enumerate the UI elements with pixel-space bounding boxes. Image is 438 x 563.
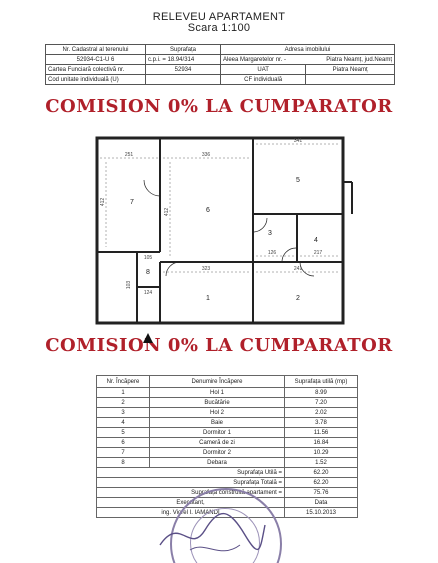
commission-banner-bottom: COMISION 0% LA CUMPARATOR	[45, 335, 393, 356]
dimension-label: 124	[143, 290, 153, 296]
room-area: 1.52	[285, 458, 358, 468]
table-row	[97, 428, 358, 438]
dimension-label: 105	[143, 255, 153, 261]
header-cell: Piatra Neamț, jud.Neamț	[306, 55, 395, 65]
column-header: Suprafața utilă (mp)	[285, 376, 358, 388]
floor-plan	[0, 122, 438, 337]
room-name: Dormitor 2	[150, 448, 285, 458]
room-label: 6	[206, 207, 210, 214]
room-number: 1	[97, 388, 150, 398]
header-row	[46, 45, 395, 55]
table-row	[97, 418, 358, 428]
room-area: 10.29	[285, 448, 358, 458]
room-area: 3.78	[285, 418, 358, 428]
table-header-row	[97, 376, 358, 388]
room-label: 1	[206, 295, 210, 302]
room-name: Baie	[150, 418, 285, 428]
room-name: Debara	[150, 458, 285, 468]
header-cell: UAT	[221, 65, 306, 75]
room-area: 8.99	[285, 388, 358, 398]
room-area: 11.56	[285, 428, 358, 438]
total-row	[97, 468, 358, 478]
header-cell: 52934-C1-U 6	[46, 55, 146, 65]
signature	[150, 505, 270, 563]
room-area: 16.84	[285, 438, 358, 448]
room-number: 8	[97, 458, 150, 468]
room-number: 6	[97, 438, 150, 448]
header-cell: 52934	[146, 65, 221, 75]
dimension-label: 217	[313, 250, 323, 256]
door-arc	[144, 180, 160, 196]
table-row	[97, 388, 358, 398]
room-label: 3	[268, 230, 272, 237]
room-name: Dormitor 1	[150, 428, 285, 438]
table-row	[97, 458, 358, 468]
dimension-label: 241	[293, 266, 303, 272]
room-number: 2	[97, 398, 150, 408]
dimension-label: 103	[126, 280, 132, 290]
document-date: 15.10.2013	[285, 508, 358, 518]
cadastral-header-table	[45, 44, 395, 85]
total-label: Suprafața construită apartament =	[97, 488, 285, 498]
table-row	[97, 448, 358, 458]
executant-label: Executant,	[97, 498, 285, 508]
total-value: 75.76	[285, 488, 358, 498]
room-area: 7.20	[285, 398, 358, 408]
door-arc	[253, 218, 267, 232]
room-name: Hol 2	[150, 408, 285, 418]
room-name: Bucătărie	[150, 398, 285, 408]
room-number: 3	[97, 408, 150, 418]
total-value: 62.20	[285, 478, 358, 488]
dimension-label: 126	[267, 250, 277, 256]
executant-name: ing. Viorel I. IAMANDI	[97, 508, 285, 518]
dimension-label: 323	[201, 266, 211, 272]
header-cell: Cod unitate individuală (U)	[46, 75, 146, 85]
header-cell	[306, 75, 395, 85]
header-cell: Adresa imobilului	[221, 45, 395, 55]
table-row	[97, 408, 358, 418]
room-number: 4	[97, 418, 150, 428]
room-label: 5	[296, 177, 300, 184]
room-name: Hol 1	[150, 388, 285, 398]
header-cell: c.p.i. = 18.94/314	[146, 55, 221, 65]
column-header: Denumire Încăpere	[150, 376, 285, 388]
total-value: 62.20	[285, 468, 358, 478]
room-label: 4	[314, 237, 318, 244]
total-label: Suprafața Utilă =	[97, 468, 285, 478]
room-label: 7	[130, 199, 134, 206]
room-name: Cameră de zi	[150, 438, 285, 448]
total-row	[97, 478, 358, 488]
outer-wall	[97, 138, 343, 323]
dimension-label: 336	[201, 152, 211, 158]
room-area: 2.02	[285, 408, 358, 418]
header-cell: Cartea Funciară colectivă nr.	[46, 65, 146, 75]
document-title: RELEVEU APARTAMENT	[152, 11, 286, 23]
entrance-arrow-icon	[143, 333, 153, 343]
dimension-label: 412	[100, 197, 106, 207]
header-cell: Piatra Neamț	[306, 65, 395, 75]
date-label: Data	[285, 498, 358, 508]
column-header: Nr. Încăpere	[97, 376, 150, 388]
header-cell: Nr. Cadastral al terenului	[46, 45, 146, 55]
door-arc	[282, 248, 296, 262]
header-cell: Suprafața	[146, 45, 221, 55]
header-cell: CF individuală	[221, 75, 306, 85]
dimension-label: 341	[293, 138, 303, 144]
room-label: 8	[146, 269, 150, 276]
header-row	[46, 65, 395, 75]
header-cell: Aleea Margaretelor nr. -	[221, 55, 306, 65]
room-label: 2	[296, 295, 300, 302]
table-row	[97, 398, 358, 408]
dimension-label: 412	[164, 207, 170, 217]
room-number: 5	[97, 428, 150, 438]
dimension-label: 251	[124, 152, 134, 158]
commission-banner-top: COMISION 0% LA CUMPARATOR	[45, 96, 393, 117]
header-row	[46, 55, 395, 65]
room-number: 7	[97, 448, 150, 458]
header-row	[46, 75, 395, 85]
room-rows	[97, 388, 358, 468]
header-cell	[146, 75, 221, 85]
total-label: Suprafața Totală =	[97, 478, 285, 488]
door-arc	[166, 262, 180, 276]
document-scale: Scara 1:100	[187, 22, 251, 34]
table-row	[97, 438, 358, 448]
